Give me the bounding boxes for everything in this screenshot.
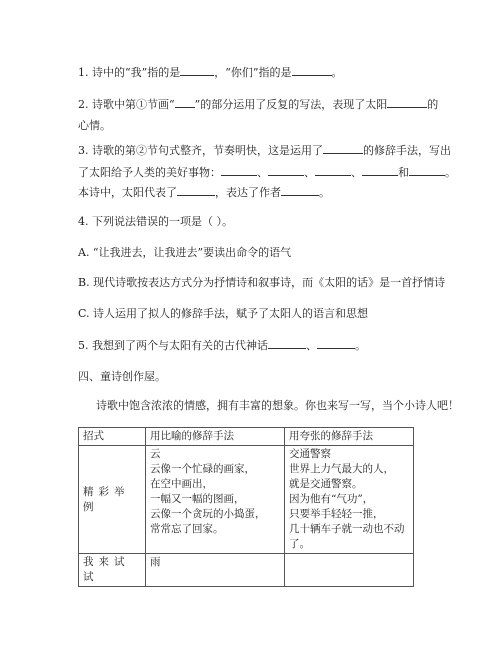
question-5 (78, 337, 366, 353)
option-b: B. 现代诗歌按表达方式分为抒情诗和叙事诗，而《太阳的话》是一首抒情诗 (78, 276, 446, 289)
period: 。 (355, 339, 366, 352)
q2-text-c: 的 (427, 98, 439, 111)
header-cell: 用夸张的修辞手法 (285, 428, 414, 446)
question-3 (78, 142, 451, 158)
poem-line: 云像一个忙碌的画家， (150, 463, 255, 475)
answer-blank[interactable] (180, 64, 214, 76)
poem-line: 交通警察 (289, 448, 331, 460)
q3-text-a: 3. 诗歌的第②节句式整齐，节奏明快，这是运用了 (78, 144, 323, 157)
and-text: 和 (398, 166, 409, 179)
table-row (79, 446, 414, 554)
table-row (79, 554, 414, 587)
option-c: C. 诗人运用了拟人的修辞手法，赋予了太阳人的语言和思想 (78, 307, 369, 320)
poem-table (78, 427, 414, 587)
answer-blank[interactable] (362, 164, 398, 176)
poem-line: 云 (150, 448, 161, 460)
option-a: A. “让我进去，让我进去”要读出命令的语气 (78, 246, 292, 259)
answer-blank[interactable] (177, 184, 215, 196)
question-3-line-3 (78, 184, 330, 200)
separator: 、 (351, 166, 362, 179)
header-cell: 用比喻的修辞手法 (146, 428, 285, 446)
answer-blank[interactable] (317, 337, 355, 349)
q1-text-c: 。 (331, 66, 343, 79)
table-header-row (79, 428, 414, 446)
exaggeration-poem-cell (285, 446, 414, 554)
period: 。 (319, 186, 330, 199)
answer-blank[interactable] (281, 184, 319, 196)
separator: 、 (304, 166, 315, 179)
section-heading: 四、童诗创作屋。 (78, 370, 166, 383)
answer-blank[interactable] (323, 142, 363, 154)
q3-text-b: 的修辞手法，写出 (363, 144, 451, 157)
answer-blank[interactable] (315, 164, 351, 176)
question-4: 4. 下列说法错误的一项是（ ）。 (78, 215, 233, 228)
q3-line3-text-a: 本诗中，太阳代表了 (78, 186, 177, 199)
answer-blank[interactable] (268, 164, 304, 176)
question-2 (78, 96, 438, 112)
row-label: 精彩举例 (79, 446, 146, 554)
try-metaphor-cell[interactable]: 雨 (146, 554, 285, 587)
poem-line: 在空中画出， (150, 478, 213, 490)
q1-text-a: 1. 诗中的“我”指的是 (78, 66, 181, 79)
header-cell: 招式 (79, 428, 146, 446)
poem-line: 世界上力气最大的人， (289, 463, 394, 475)
question-2-line-2: 心情。 (78, 119, 111, 132)
underlined-mark (175, 96, 195, 108)
q2-text-b: ”的部分运用了反复的写法，表现了太阳 (194, 98, 388, 111)
q1-text-b: ，“你们”指的是 (214, 66, 292, 79)
period: 。 (445, 166, 456, 179)
poem-line: 就是交通警察。 (289, 478, 363, 490)
answer-blank[interactable] (268, 337, 306, 349)
answer-blank[interactable] (292, 64, 332, 76)
try-exaggeration-cell[interactable] (285, 554, 414, 587)
answer-blank[interactable] (409, 164, 445, 176)
row-label: 我来试试 (79, 554, 146, 587)
section-intro: 诗歌中饱含浓浓的情感，拥有丰富的想象。你也来写一写，当个小诗人吧！ (96, 399, 459, 412)
separator: 、 (306, 339, 317, 352)
poem-line: 因为他有“气功”， (289, 493, 374, 505)
poem-line: 云像一个贪玩的小捣蛋， (150, 508, 266, 520)
poem-line: 几十辆车子就一动也不动了。 (289, 523, 405, 550)
poem-line: 只要举手轻轻一推， (289, 508, 384, 520)
poem-line: 常常忘了回家。 (150, 523, 224, 535)
q3-line3-text-b: ，表达了作者 (215, 186, 281, 199)
poem-line: 一幅又一幅的图画， (150, 493, 245, 505)
q5-text: 5. 我想到了两个与太阳有关的古代神话 (78, 339, 268, 352)
q2-text-a: 2. 诗歌中第①节画“ (78, 98, 175, 111)
metaphor-poem-cell (146, 446, 285, 554)
answer-blank[interactable] (387, 96, 427, 108)
separator: 、 (257, 166, 268, 179)
answer-blank[interactable] (221, 164, 257, 176)
question-1 (78, 64, 343, 80)
q3-line2-text: 了太阳给予人类的美好事物： (78, 166, 221, 179)
question-3-line-2 (78, 164, 456, 180)
